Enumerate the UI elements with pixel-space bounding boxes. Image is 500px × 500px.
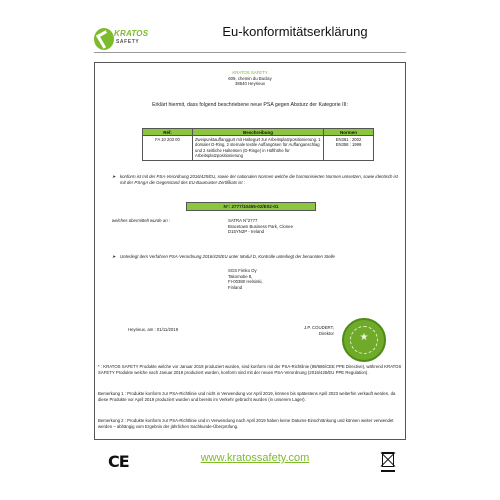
signatory [304, 325, 334, 336]
company-seal [342, 318, 386, 362]
table-row [143, 136, 374, 161]
website-link[interactable]: www.kratossafety.com [200, 452, 310, 464]
issuer-city: D15YN2P - Ireland [228, 229, 264, 235]
arrow-bullet-icon: ➤ [112, 254, 116, 259]
manufacturer-city: 38540 Heyrieux [234, 81, 266, 87]
kratos-logo [94, 22, 152, 56]
ce-mark-icon: CE [108, 452, 129, 471]
conformity-text: konform ist mit der PSA-Verordnung 2016/425/EU, sowie der nationalen Normen welche die harmonisierten Normen umsetzen, sowie identisch ist mit der PSAgA die Gegenstand des EU-Baumuster-Zertifikats ist : [120, 174, 398, 185]
issuer-address [228, 218, 293, 235]
signatory-role: Direktor [318, 330, 334, 336]
notified-body-name: SGS Fimko Oy [228, 268, 257, 273]
col-header-norms: Normen [324, 129, 374, 136]
procedure-text: Unterliegt dem Verfahren PSA-Verordnung 2016/425/EU unter Modul D, Kontrolle unterliegt der benannten Stelle [120, 254, 335, 259]
notified-body-country: Finland [228, 284, 243, 290]
product-table [142, 128, 374, 161]
place-date: Heyrieux, am : 01/11/2019 [128, 327, 179, 332]
logo-sub: SAFETY [116, 39, 140, 45]
notified-body-city: FI-00380 Helsinki, [228, 279, 263, 285]
manufacturer-address [0, 70, 500, 87]
product-table-header [143, 129, 374, 136]
arrow-bullet-icon: ➤ [112, 174, 116, 179]
content-frame [94, 62, 406, 440]
weee-bin-icon [378, 450, 398, 472]
logo-brand: KRATOS [114, 29, 149, 38]
col-header-ref: Réf. [143, 129, 193, 136]
cell-ref: FA 10 203 00 [143, 136, 193, 161]
notified-body-street: Takomotie 8, [228, 273, 253, 279]
issued-by-label: welches übermittelt wurde an : [112, 218, 171, 223]
note-remark-2: Bemerkung 2 : Produkte konform zur PSA-Richtlinie und in Verwendung nach April 2019 haben keine Datums-Einschränkung und können weiter verwendet werden – abhängig vom Ergebnis der jährlichen Sachkunde-Überprüfung. [98, 418, 394, 429]
procedure-statement [112, 254, 404, 260]
signatory-name: J.P. COUDERT, [304, 325, 334, 330]
notified-body-address [228, 268, 263, 290]
cell-norms: EN361 : 2002 EN358 : 1999 [324, 136, 374, 161]
col-header-description: Beschreibung [193, 129, 324, 136]
certificate-number: N°: 2777/10455-02/E02-01 [186, 202, 316, 211]
cell-description: Zweipunktauffanggurt mit Haltegurt zur Arbeitsplatzpositionierung. 1 dorsaler D-Ring, 2 sternale textile Auffangösen für Auffanganschlag und 2 seitliche Halteösen (D-Ringe) in Hüfthöhe für Arbeitsplatzpositionierung [193, 136, 324, 161]
conformity-statement [112, 174, 404, 185]
note-asterisk: * : KRATOS SAFETY Produkte welche vor Januar 2019 produziert wurden, sind konform mit der PSA-Richtlinie (89/686/CEE PPE Directive), während KRATOS SAFETY Produkte welche nach Januar 2019 produziert wurden, konform sind mit der neuen PSA-Verordnung (2016/425/EU PPE Regulation). [98, 364, 402, 375]
manufacturer-street: 609, chemin du Buclay [228, 75, 272, 81]
page-title: Eu-konformitätserklärung [222, 24, 368, 39]
note-remark-1: Bemerkung 1 : Produkte konform zur PSA-Richtlinie und nicht in Verwendung vor April 2019, können bis spätestens April 2023 weiterhin verkauft werden, da diese Produkte vor April 2019 produziert wurden und bereits im Verkehr gebracht wurden (in unserem Lager). [98, 391, 396, 402]
seal-star-icon: ★ [359, 332, 369, 343]
header-divider [94, 52, 406, 53]
kratos-logo-mark-icon [94, 28, 114, 50]
manufacturer-name: KRATOS SAFETY [232, 70, 268, 75]
issuer-name: SATRA N°2777 [228, 218, 258, 223]
intro-statement: Erklärt hiermit, dass folgend beschriebene neue PSA gegen Absturz der Kategorie III: [152, 102, 348, 108]
issuer-street: Bracetown Business Park, Clonee [228, 223, 293, 229]
